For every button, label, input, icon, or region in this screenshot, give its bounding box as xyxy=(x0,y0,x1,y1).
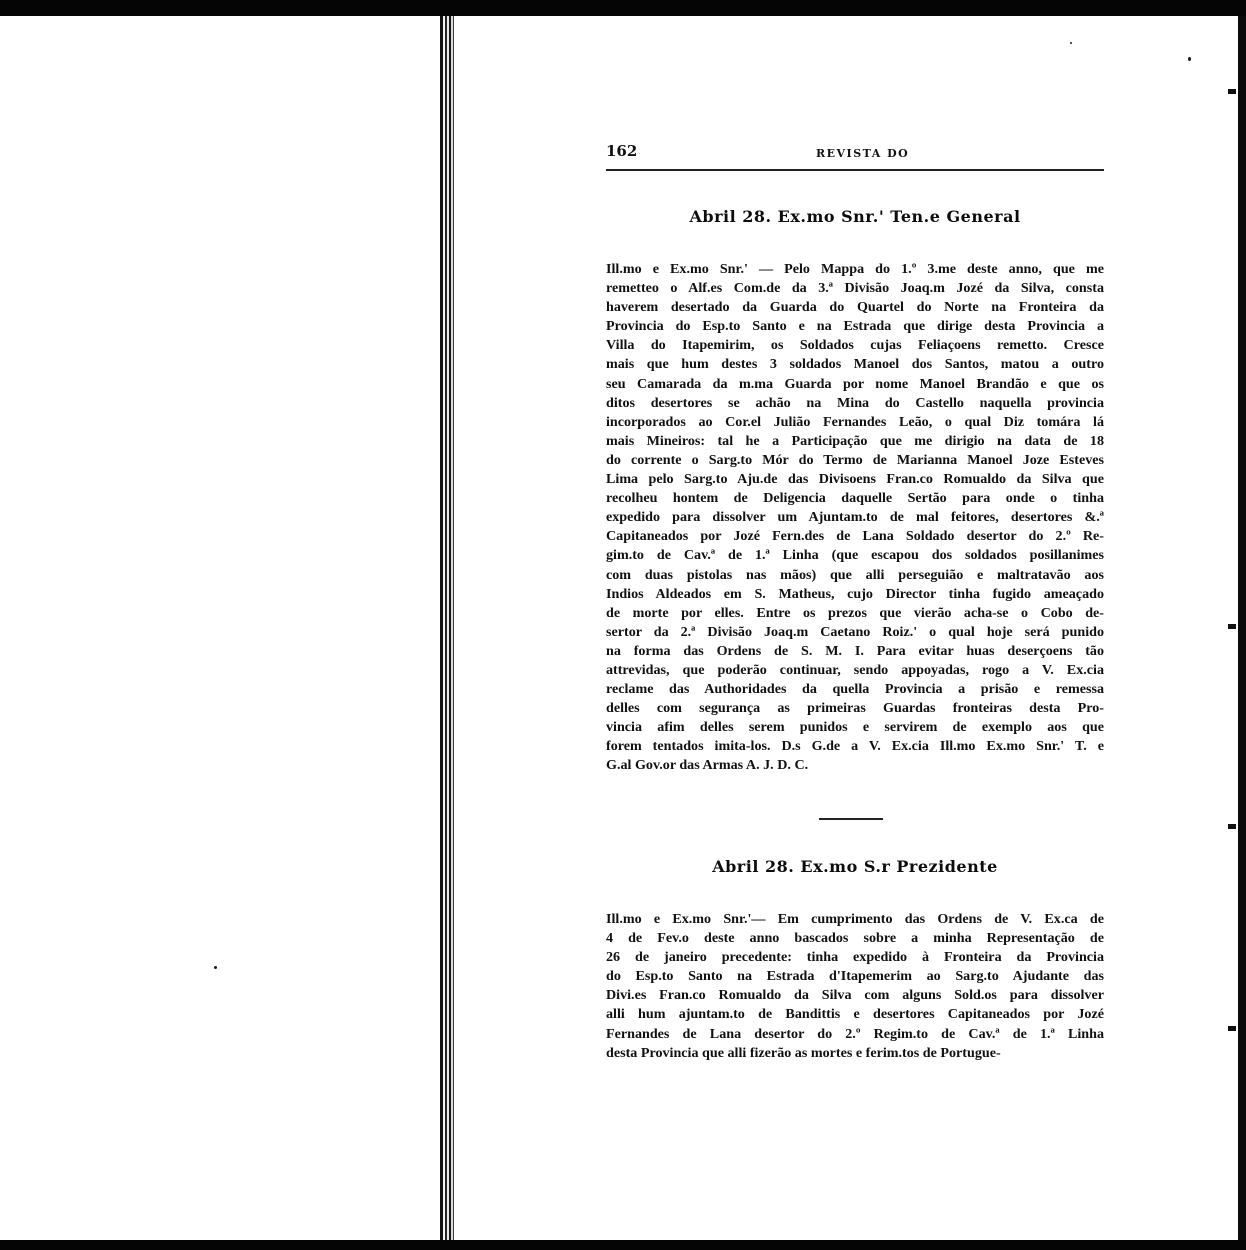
page-number: 162 xyxy=(606,142,638,160)
text-line: recolheu hontem de Deligencia daquelle Sertão para onde o tinha xyxy=(606,490,1104,507)
edge-mark xyxy=(1228,89,1236,94)
entry-heading: Abril 28. Ex.mo Snr.' Ten.e General xyxy=(689,207,1021,226)
text-line: vincia afim delles serem punidos e servirem de exemplo aos que xyxy=(606,719,1104,736)
text-line: G.al Gov.or das Armas A. J. D. C. xyxy=(606,757,809,774)
text-line: sertor da 2.ª Divisão Joaq.m Caetano Roiz.' o qual hoje será punido xyxy=(606,623,1104,640)
text-line: Divi.es Fran.co Romualdo da Silva com alguns Sold.os para dissolver xyxy=(606,987,1104,1004)
scan-speck xyxy=(1188,57,1191,61)
text-line: do Esp.to Santo na Estrada d'Itapemerim ao Sarg.to Ajudante das xyxy=(606,968,1104,985)
text-line: gim.to de Cav.ª de 1.ª Linha (que escapou dos soldados posillanimes xyxy=(606,547,1104,564)
text-line: desta Provincia que alli fizerão as mortes e ferim.tos de Portugue- xyxy=(606,1044,1001,1061)
running-head xyxy=(606,142,1104,168)
scan-speck xyxy=(214,966,217,969)
left-page-blank xyxy=(0,16,440,1240)
text-line: 4 de Fev.o deste anno bascados sobre a minha Representação de xyxy=(606,930,1104,947)
text-line: de morte por elles. Entre os prezos que vierão acha-se o Cobo de- xyxy=(606,604,1104,621)
text-line: com duas pistolas nas mãos) que alli perseguião e maltratavão aos xyxy=(606,566,1104,583)
text-line: reclame das Authoridades da quella Provincia a prisão e remessa xyxy=(606,681,1104,698)
text-line: na forma das Ordens de S. M. I. Para evitar huas deserçoens tão xyxy=(606,642,1104,659)
scan-right-border xyxy=(1238,16,1246,1240)
text-line: alli hum ajuntam.to de Bandittis e desertores Capitaneados por Jozé xyxy=(606,1006,1104,1023)
entry-body xyxy=(606,910,1104,1063)
text-line: Provincia do Esp.to Santo e na Estrada que dirige desta Provincia a xyxy=(606,318,1104,335)
text-line: delles com segurança as primeiras Guardas fronteiras desta Pro- xyxy=(606,700,1104,717)
text-line: Villa do Itapemirim, os Soldados cujas Feliaçoens remetto. Cresce xyxy=(606,337,1104,354)
running-head-rule xyxy=(606,169,1104,171)
text-line: Fernandes de Lana desertor do 2.º Regim.to de Cav.ª de 1.ª Linha xyxy=(606,1025,1104,1042)
entry-body xyxy=(606,260,1104,776)
text-line: 26 de janeiro precedente: tinha expedido à Fronteira da Provincia xyxy=(606,949,1104,966)
text-line: Ill.mo e Ex.mo Snr.'— Em cumprimento das Ordens de V. Ex.ca de xyxy=(606,911,1104,927)
text-line: mais que hum destes 3 soldados Manoel dos Santos, matou a outro xyxy=(606,356,1104,373)
text-line: Ill.mo e Ex.mo Snr.' — Pelo Mappa do 1.º 3.me deste anno, que me xyxy=(606,261,1104,277)
text-line: ditos desertores se achão na Mina do Castello naquella provincia xyxy=(606,394,1104,411)
edge-mark xyxy=(1228,1026,1236,1031)
edge-mark xyxy=(1228,824,1236,829)
scan-top-border xyxy=(0,0,1246,16)
edge-mark xyxy=(1228,624,1236,629)
text-line: forem tentados imita-los. D.s G.de a V. Ex.cia Ill.mo Ex.mo Snr.' T. e xyxy=(606,738,1104,755)
text-line: haverem desertado da Guarda do Quartel do Norte na Fronteira da xyxy=(606,299,1104,316)
text-line: Capitaneados por Jozé Fern.des de Lana Soldado desertor do 2.º Re- xyxy=(606,528,1104,545)
text-line: mais Mineiros: tal he a Participação que me dirigio na data de 18 xyxy=(606,432,1104,449)
text-line: do corrente o Sarg.to Mór do Termo de Marianna Manoel Joze Esteves xyxy=(606,451,1104,468)
text-line: seu Camarada da m.ma Guarda por nome Manoel Brandão e que os xyxy=(606,375,1104,392)
scan-speck xyxy=(1070,42,1072,44)
text-line: remetteo o Alf.es Com.de da 3.ª Divisão Joaq.m Jozé da Silva, consta xyxy=(606,280,1104,297)
scan-bottom-border xyxy=(0,1240,1246,1250)
book-spine xyxy=(440,16,458,1240)
text-line: Indios Aldeados em S. Matheus, cujo Director tinha fugido ameaçado xyxy=(606,585,1104,602)
text-line: Lima pelo Sarg.to Aju.de das Divisoens Fran.co Romualdo da Silva que xyxy=(606,471,1104,488)
text-line: attrevidas, que poderão continuar, sendo appoyadas, rogo a V. Ex.cia xyxy=(606,661,1104,678)
text-line: expedido para dissolver um Ajuntam.to de mal feitores, desertores &.ª xyxy=(606,509,1104,526)
text-line: incorporados ao Cor.el Julião Fernandes Leão, o qual Diz tomára lá xyxy=(606,413,1104,430)
journal-name: REVISTA DO xyxy=(816,147,910,160)
entry-heading: Abril 28. Ex.mo S.r Prezidente xyxy=(712,857,998,876)
section-separator xyxy=(819,818,883,820)
